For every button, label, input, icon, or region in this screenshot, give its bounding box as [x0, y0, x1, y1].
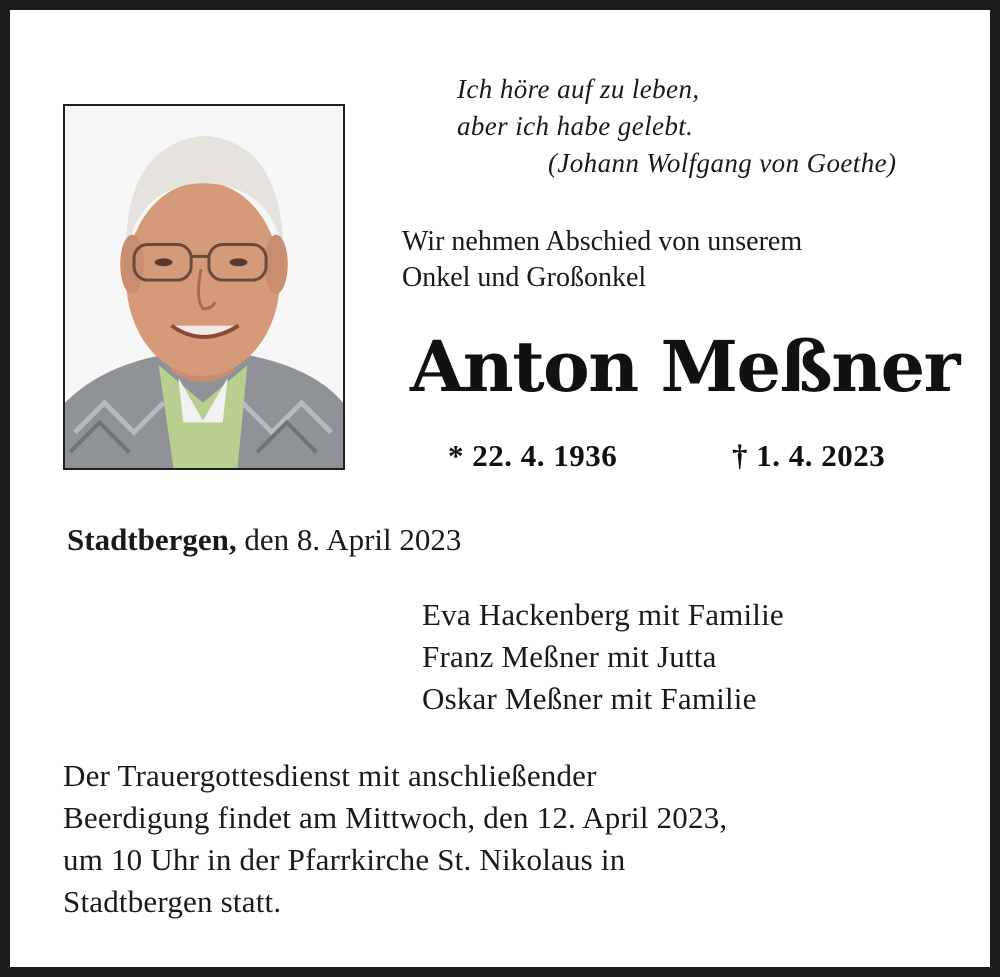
mourner-2: Franz Meßner mit Jutta [422, 639, 717, 674]
mourner-1: Eva Hackenberg mit Familie [422, 597, 784, 632]
birth-date: * 22. 4. 1936 [448, 438, 618, 473]
quote-line-2: aber ich habe gelebt. [457, 111, 694, 141]
notice-line-3: um 10 Uhr in der Pfarrkirche St. Nikolaus in [63, 842, 626, 877]
death-date: † 1. 4. 2023 [732, 438, 886, 473]
portrait-illustration [65, 106, 343, 468]
portrait-photo [63, 104, 345, 470]
place-date [67, 522, 461, 558]
intro-line-2: Onkel und Großonkel [402, 262, 647, 293]
intro-line-1: Wir nehmen Abschied von unserem [402, 226, 803, 257]
place-city: Stadtbergen, [67, 522, 237, 557]
place-date-text: den 8. April 2023 [236, 522, 462, 557]
notice-line-1: Der Trauergottesdienst mit anschließender [63, 758, 597, 793]
deceased-name: Anton Meßner [410, 325, 960, 408]
notice-line-2: Beerdigung findet am Mittwoch, den 12. April 2023, [63, 800, 728, 835]
quote-line-1: Ich höre auf zu leben, [457, 74, 700, 104]
mourner-3: Oskar Meßner mit Familie [422, 681, 757, 716]
notice-line-4: Stadtbergen statt. [63, 884, 282, 919]
quote-author: (Johann Wolfgang von Goethe) [548, 148, 897, 178]
